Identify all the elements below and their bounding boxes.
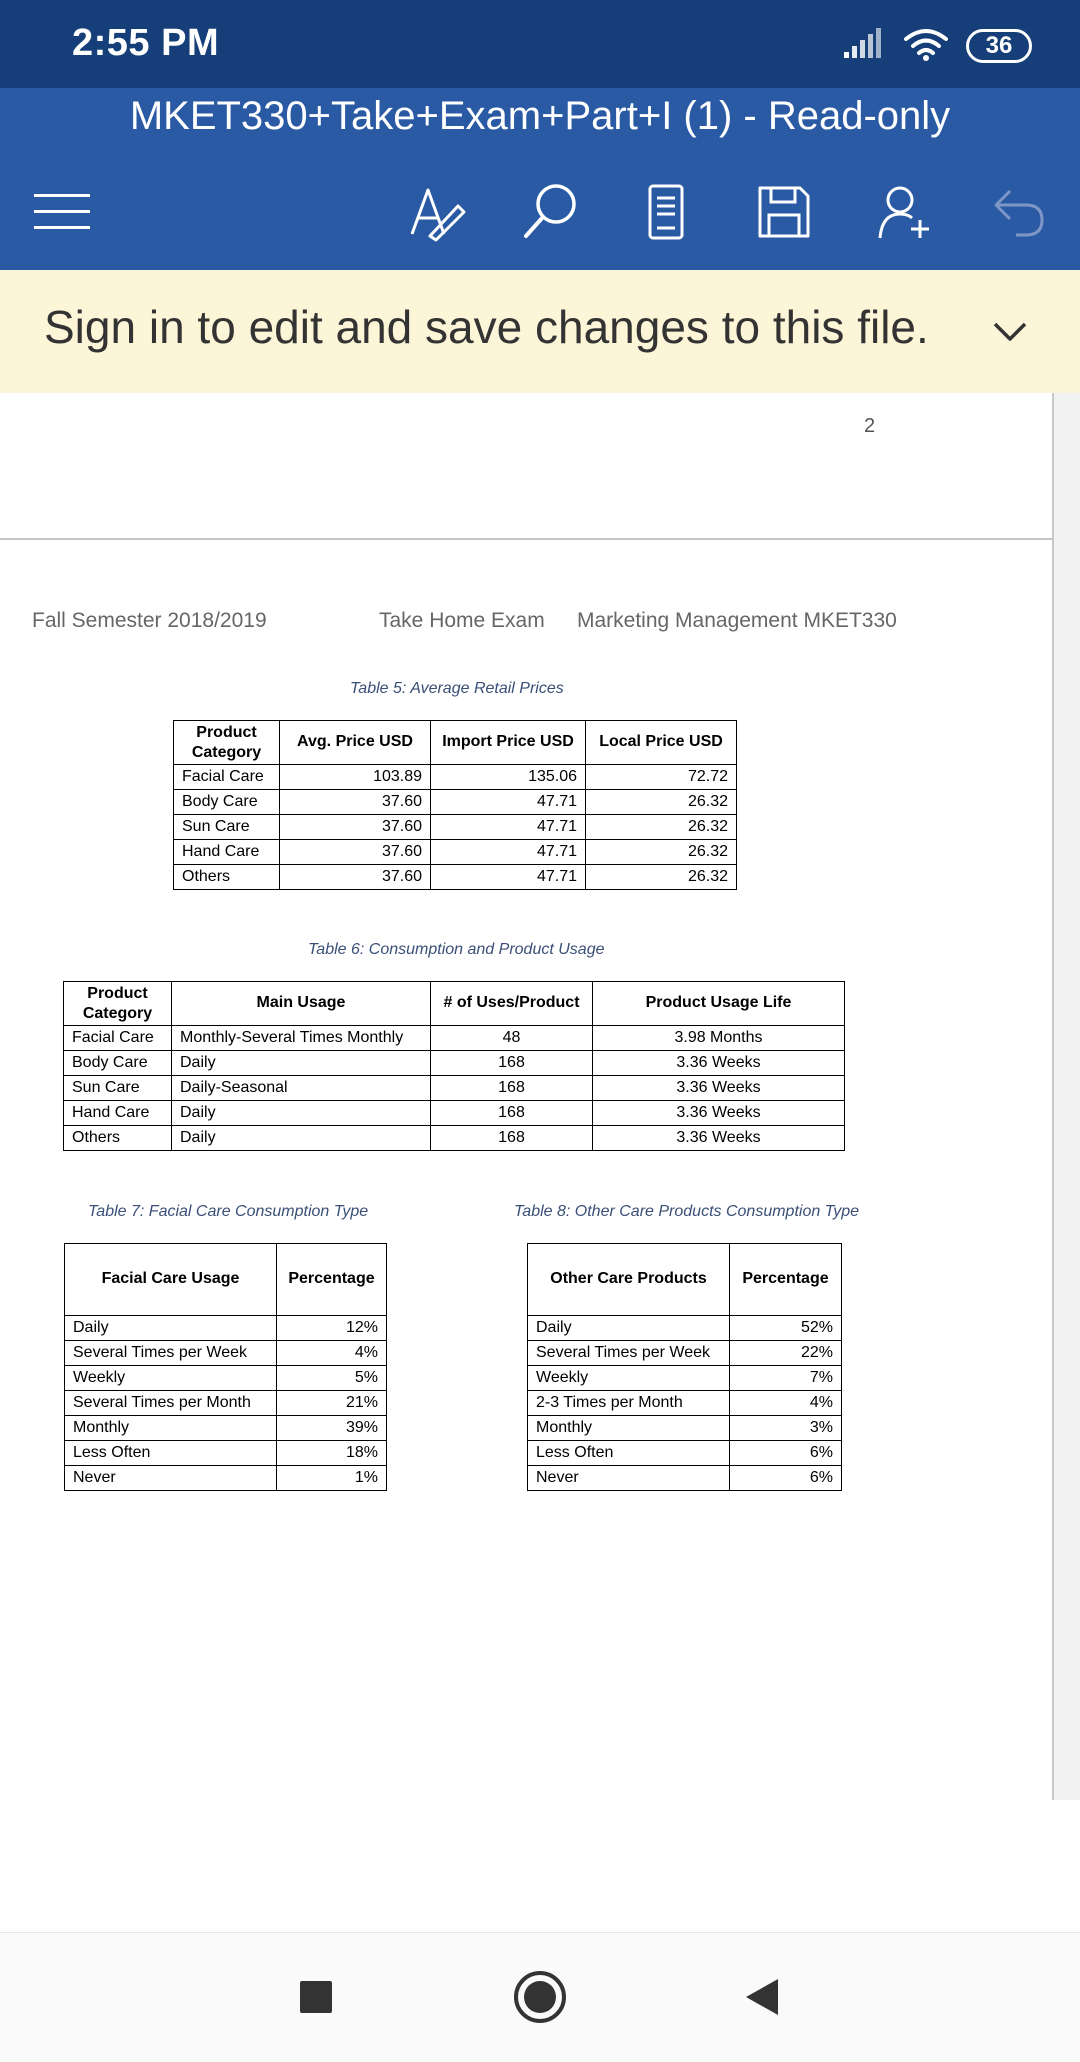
- table8-header: Percentage: [730, 1244, 842, 1316]
- table-cell: Monthly: [528, 1416, 730, 1441]
- table-cell: Daily: [65, 1316, 277, 1341]
- table-row: [65, 1366, 387, 1391]
- table-row: [65, 1416, 387, 1441]
- header-semester: Fall Semester 2018/2019: [32, 609, 267, 632]
- table-cell: Hand Care: [174, 840, 280, 865]
- table-cell: 3.98 Months: [593, 1026, 845, 1051]
- table-cell: Weekly: [65, 1366, 277, 1391]
- page-number: 2: [864, 415, 876, 437]
- table-cell: Others: [174, 865, 280, 890]
- document-title: MKET330+Take+Exam+Part+I (1) - Read-only: [129, 94, 951, 138]
- table-row: [64, 1051, 845, 1076]
- table-cell: 103.89: [280, 765, 431, 790]
- table-row: [528, 1391, 842, 1416]
- battery-icon: [966, 29, 1032, 63]
- table7-caption: Table 7: Facial Care Consumption Type: [88, 1203, 369, 1220]
- table-cell: 37.60: [280, 865, 431, 890]
- draw-icon: [406, 182, 466, 242]
- table-cell: 48: [431, 1026, 593, 1051]
- table5-header: Avg. Price USD: [280, 721, 431, 765]
- table5-average-retail-prices: [173, 720, 737, 890]
- table6-header: Product Category: [64, 982, 172, 1026]
- table-cell: 3%: [730, 1416, 842, 1441]
- table-cell: 4%: [730, 1391, 842, 1416]
- recents-icon: [299, 1980, 333, 2014]
- search-icon: [520, 182, 580, 242]
- table-row: [65, 1341, 387, 1366]
- reading-view-button[interactable]: [626, 172, 706, 252]
- table-cell: Sun Care: [174, 815, 280, 840]
- table6-header: Product Usage Life: [593, 982, 845, 1026]
- table-row: [174, 865, 737, 890]
- table-cell: Several Times per Week: [65, 1341, 277, 1366]
- table-cell: 21%: [277, 1391, 387, 1416]
- table-cell: Monthly: [65, 1416, 277, 1441]
- table-cell: Daily: [528, 1316, 730, 1341]
- table-row: [174, 790, 737, 815]
- table-row: [65, 1391, 387, 1416]
- table-cell: 26.32: [586, 815, 737, 840]
- table-cell: Several Times per Week: [528, 1341, 730, 1366]
- menu-icon: [32, 192, 92, 232]
- table-row: [528, 1341, 842, 1366]
- save-button[interactable]: [744, 172, 824, 252]
- table-cell: 4%: [277, 1341, 387, 1366]
- status-time: 2:55 PM: [72, 22, 220, 64]
- table-cell: 3.36 Weeks: [593, 1126, 845, 1151]
- table-cell: Daily-Seasonal: [172, 1076, 431, 1101]
- table-cell: Sun Care: [64, 1076, 172, 1101]
- table-cell: 1%: [277, 1466, 387, 1491]
- table-cell: 37.60: [280, 815, 431, 840]
- table-row: [64, 1076, 845, 1101]
- status-bar: [0, 0, 1080, 88]
- table-cell: 72.72: [586, 765, 737, 790]
- table-cell: Hand Care: [64, 1101, 172, 1126]
- table-row: [65, 1316, 387, 1341]
- table-cell: Monthly-Several Times Monthly: [172, 1026, 431, 1051]
- table-row: [528, 1466, 842, 1491]
- table-cell: 12%: [277, 1316, 387, 1341]
- table7-header: Facial Care Usage: [65, 1244, 277, 1316]
- table-cell: 52%: [730, 1316, 842, 1341]
- table-cell: 135.06: [431, 765, 586, 790]
- table-cell: 37.60: [280, 840, 431, 865]
- table6-caption: Table 6: Consumption and Product Usage: [308, 941, 605, 958]
- draw-button[interactable]: [396, 172, 476, 252]
- table7-header: Percentage: [277, 1244, 387, 1316]
- home-icon: [512, 1969, 568, 2025]
- table-cell: 7%: [730, 1366, 842, 1391]
- table5-caption: Table 5: Average Retail Prices: [350, 680, 564, 697]
- table8-caption: Table 8: Other Care Products Consumption Type: [514, 1203, 860, 1220]
- banner-expand-button[interactable]: [980, 302, 1040, 362]
- home-button[interactable]: [504, 1961, 576, 2033]
- table-cell: 47.71: [431, 815, 586, 840]
- table-cell: 5%: [277, 1366, 387, 1391]
- table-row: [174, 815, 737, 840]
- status-icons: [844, 26, 1032, 66]
- table-cell: Several Times per Month: [65, 1391, 277, 1416]
- table-cell: 37.60: [280, 790, 431, 815]
- share-icon: [876, 184, 932, 240]
- search-button[interactable]: [510, 172, 590, 252]
- table-cell: Less Often: [528, 1441, 730, 1466]
- wifi-icon: [904, 27, 948, 66]
- page-break: [0, 538, 1052, 540]
- table5-header: Product Category: [174, 721, 280, 765]
- table-row: [64, 1026, 845, 1051]
- table-cell: 47.71: [431, 840, 586, 865]
- banner-text: Sign in to edit and save changes to this file.: [44, 301, 929, 353]
- save-icon: [757, 185, 811, 239]
- table-cell: 168: [431, 1051, 593, 1076]
- back-icon: [742, 1977, 782, 2017]
- table-cell: Others: [64, 1126, 172, 1151]
- table-cell: 3.36 Weeks: [593, 1051, 845, 1076]
- table-row: [528, 1416, 842, 1441]
- battery-level: 36: [985, 32, 1013, 59]
- table-cell: 18%: [277, 1441, 387, 1466]
- table-cell: 22%: [730, 1341, 842, 1366]
- table-row: [528, 1316, 842, 1341]
- table5-header: Local Price USD: [586, 721, 737, 765]
- table-cell: Body Care: [64, 1051, 172, 1076]
- table6-header: # of Uses/Product: [431, 982, 593, 1026]
- system-nav-bar: [0, 1932, 1080, 2062]
- table-row: [64, 1101, 845, 1126]
- table-cell: 6%: [730, 1441, 842, 1466]
- table8-header: Other Care Products: [528, 1244, 730, 1316]
- table-cell: 47.71: [431, 865, 586, 890]
- app-bar: [0, 88, 1080, 270]
- table8-other-care-consumption: [527, 1243, 842, 1491]
- header-exam: Take Home Exam: [379, 609, 545, 632]
- table-cell: 39%: [277, 1416, 387, 1441]
- table-cell: 3.36 Weeks: [593, 1101, 845, 1126]
- table6-header: Main Usage: [172, 982, 431, 1026]
- table-row: [174, 840, 737, 865]
- document-scroll-edge[interactable]: [1052, 393, 1080, 1800]
- table-cell: 47.71: [431, 790, 586, 815]
- undo-button[interactable]: [978, 172, 1058, 252]
- table7-facial-care-consumption: [64, 1243, 387, 1491]
- table-cell: 26.32: [586, 865, 737, 890]
- table-cell: 3.36 Weeks: [593, 1076, 845, 1101]
- table-cell: 168: [431, 1126, 593, 1151]
- table-cell: 168: [431, 1076, 593, 1101]
- table-row: [528, 1441, 842, 1466]
- table-cell: 6%: [730, 1466, 842, 1491]
- menu-button[interactable]: [22, 172, 102, 252]
- table-cell: Body Care: [174, 790, 280, 815]
- table-row: [65, 1466, 387, 1491]
- table-cell: 168: [431, 1101, 593, 1126]
- table-cell: Weekly: [528, 1366, 730, 1391]
- reading-view-icon: [646, 184, 686, 240]
- table-cell: Daily: [172, 1126, 431, 1151]
- back-button[interactable]: [726, 1961, 798, 2033]
- table-row: [64, 1126, 845, 1151]
- sign-in-banner[interactable]: [0, 270, 1080, 393]
- table-cell: Facial Care: [64, 1026, 172, 1051]
- table-cell: Daily: [172, 1051, 431, 1076]
- table-cell: Less Often: [65, 1441, 277, 1466]
- chevron-down-icon: [992, 321, 1028, 343]
- table-row: [528, 1366, 842, 1391]
- table6-consumption-usage: [63, 981, 845, 1151]
- table-cell: Never: [65, 1466, 277, 1491]
- document-canvas[interactable]: [0, 393, 1052, 1800]
- table-cell: Facial Care: [174, 765, 280, 790]
- recents-button[interactable]: [280, 1961, 352, 2033]
- header-course: Marketing Management MKET330: [577, 609, 897, 632]
- table-cell: Never: [528, 1466, 730, 1491]
- table5-header: Import Price USD: [431, 721, 586, 765]
- table-cell: 26.32: [586, 790, 737, 815]
- signal-icon: [844, 28, 886, 65]
- table-cell: 26.32: [586, 840, 737, 865]
- undo-icon: [990, 187, 1046, 237]
- table-row: [174, 765, 737, 790]
- table-cell: 2-3 Times per Month: [528, 1391, 730, 1416]
- table-row: [65, 1441, 387, 1466]
- table-cell: Daily: [172, 1101, 431, 1126]
- share-button[interactable]: [864, 172, 944, 252]
